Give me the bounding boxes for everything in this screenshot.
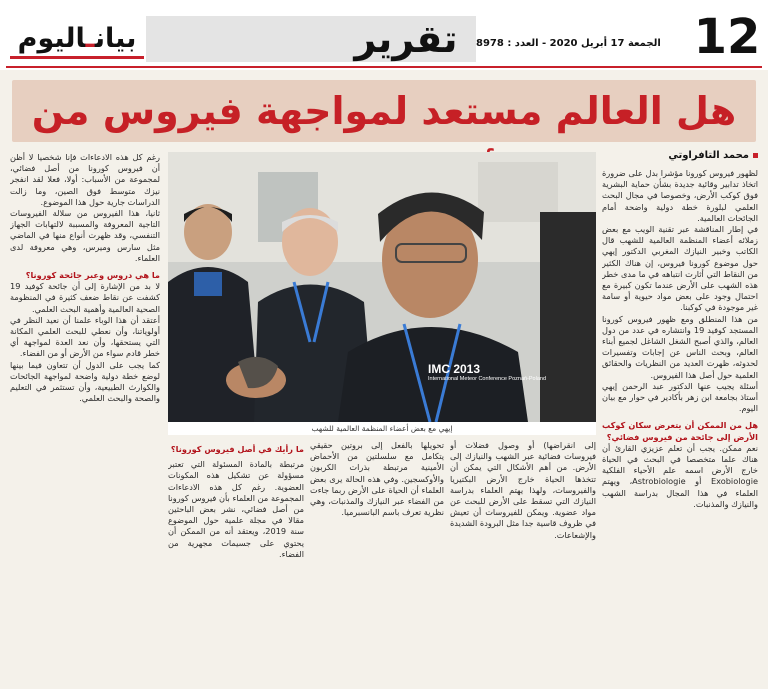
photo-caption: إيهي مع بعض أعضاء المنظمة العالمية للشهب (168, 422, 596, 435)
section-title: تقرير (354, 17, 458, 61)
author-marker (753, 153, 758, 158)
badge-subtitle: International Meteor Conference Poznań-Poland (428, 376, 547, 382)
issue-info: الجمعة 17 أبريل 2020 - العدد : 8978 (476, 38, 661, 49)
article-column-bottom-3 (168, 440, 304, 680)
paragraph: لظهور فيروس كورونا مؤشرا بدل على ضرورة اتخاذ تدابير وقائية جديدة بشأن حماية البشرية فوق كوكب الأرض، وخصوصا في مجال البحث العلمي لبلورة خطة دولية واضحة أمام الجائحات العالمية. (602, 168, 758, 223)
headline: هل العالم مستعد لمواجهة فيروس من (31, 89, 737, 133)
paragraph: نعم ممكن. يجب أن تعلم عزيزي القارئ أن هناك علما متخصصا في البحث في الحياة خارج الأرض اسمه علم الأحياء الفلكية Exobiologie أو Astrobiologie، ويهتم العلماء في هذا المجال بدراسة الشهب والنيازك والمذنبات. (602, 442, 758, 509)
article-column-bottom-2 (310, 440, 444, 680)
article-column-bottom-1 (450, 440, 596, 680)
article-column-left (10, 152, 160, 677)
paragraph: مرتبطة بالمادة المسئولة التي تعتبر مسؤولة عن تشكيل هذه المكونات العضوية. رغم كل هذه الادعاءات المجموعة من العلماء بأن فيروس كورونا من أصل فضائي، نشر بعض الباحثين مقالا في مجلة علمية حول الموضوع سنة 2019، ويعتقد أنه من الممكن أن يحتوي على جسيمات مجهرية من الفضاء. (168, 459, 304, 559)
paragraph: من هذا المنطلق ومع ظهور فيروس كورونا المستجد كوفيد 19 وانتشاره في عدد من دول العالم، والذي أصبح الشغل الشاغل لجميع أبناء العالم، وبحث الناس عن إجابات وتفسيرات لحدوثه، ظهرت العديد من النظريات والحقائق العلمية حول أصل هذا الفيروس. (602, 313, 758, 380)
author-byline (602, 150, 758, 164)
interview-question: ما هي دروس وعبر جائحة كورونا؟ (25, 270, 160, 281)
paragraph: أسئلة يجيب عنها الدكتور عبد الرحمن إيهي أستاذ بجامعة ابن زهر بأكادير في حوار مع بيان اليوم. (602, 380, 758, 414)
paragraph: رغم كل هذه الادعاءات فإنا شخصيا لا أظن أن فيروس كورونا من أصل فضائي، لمجموعة من الأسباب: أولا، فعلا لقد انفجر نيزك متوسط فوق الصين، وما زالت الدراسات جارية حول هذا الموضوع. (10, 152, 160, 207)
brand-underline (10, 56, 144, 59)
interview-question: هل من الممكن أن يتعرض سكان كوكب الأرض إلى جائحة من فيروس فضائي؟ (602, 420, 758, 442)
paragraph: ثانيا، هذا الفيروس من سلالة الفيروسات التاجية المعروفة والمسببة لالتهابات الجهاز التنفسي، وقد ظهرت أنواع منها في الماضي مثل سارس وميرس، وهي معروفة لدى العلماء. (10, 208, 160, 263)
article-column-right (602, 168, 758, 678)
masthead-rule (6, 66, 762, 68)
conference-badge (428, 362, 548, 392)
badge-title: IMC 2013 (428, 362, 481, 376)
article-photo (168, 152, 596, 422)
paragraph: في إطار المناقشة عبر تقنية الويب مع بعض زملائه أعضاء المنظمة العالمية للشهب قال الكاتب وخبير النيازك المغربي الدكتور إيهي حول موضوع كورونا فيروس، إن هناك الكثير من النقاط التي أثارت انتباهه في ما مدى خطر هذه الشهب على الأرض عندما تكون كبيرة مع احتمال وجود على بعض مواد حيوية أو سامة غير موجودة في كوكبنا. (602, 224, 758, 313)
page-number: 12 (693, 9, 761, 65)
brand-logo: بيانـاليوم (17, 23, 137, 54)
paragraph: إلى انقراضها) أو وصول فضلات أو فيروسات فضائية عبر الشهب والنيازك إلى الأرض. من أهم الأشكال التي يمكن أن تتخذها الحياة خارج الأرض البكتيريا والفيروسات، ولهذا يهتم العلماء بدراسة النيازك التي تسقط على الأرض للبحث عن مواد عضوية. ويمكن للفيروسات أن تعيش في ظروف قاسية جدا مثل البرودة الشديدة والإشعاعات. (450, 440, 596, 540)
interview-question: ما رأيك في أصل فيروس كورونا؟ (170, 444, 304, 454)
paragraph: لا بد من الإشارة إلى أن جائحة كوفيد 19 كشفت عن نقاط ضعف كثيرة في المنظومة الصحية العالمية وأهمية البحث العلمي. (10, 281, 160, 314)
paragraph: كما يجب على الدول أن تتعاون فيما بينها لوضع خطة دولية واضحة لمواجهة الجائحات والكوارث الطبيعية، وأن تستثمر في التعليم والصحة والبحث العلمي. (10, 359, 160, 404)
paragraph: تحويلها بالفعل إلى بروتين حقيقي يتكامل مع سلسلتين من الأحماض الأمينية مرتبطة بذرات الكربون والأوكسجين. وفي هذه الحالة يرى بعض العلماء أن الحياة على الأرض ربما جاءت من الفضاء عبر النيازك والمذنبات، وهي نظرية تعرف باسم البانسبرميا. (310, 440, 444, 518)
author-name: محمد التافراوتي (668, 150, 749, 161)
paragraph: أعتقد أن هذا الوباء علمنا أن نعيد النظر في أولوياتنا، وأن نعطي للبحث العلمي المكانة التي يستحقها، وأن نعد العدة لمواجهة أي خطر قادم سواء من الأرض أو من الفضاء. (10, 314, 160, 359)
